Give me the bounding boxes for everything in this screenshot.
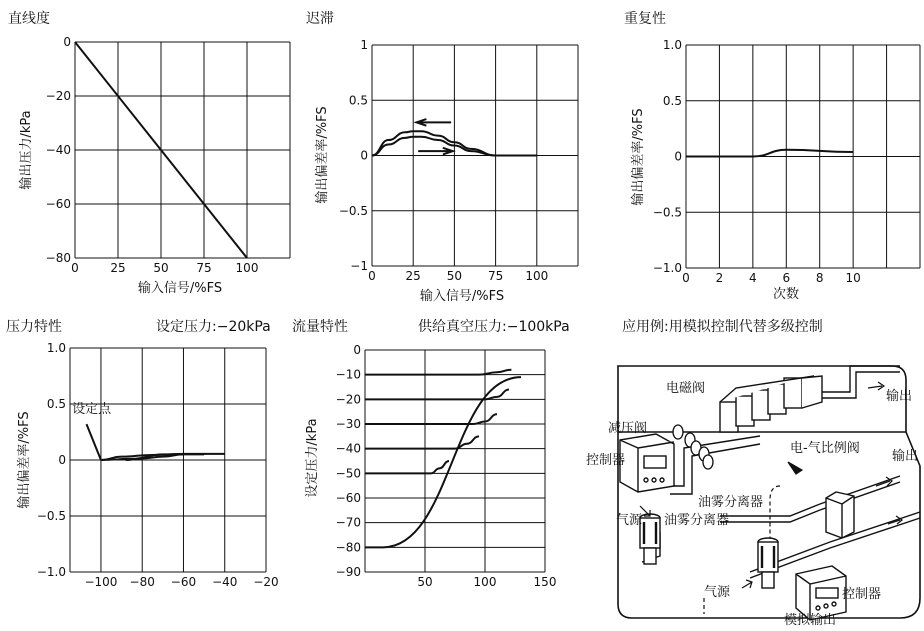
pressure-y-tick-label: 0.5 — [46, 397, 66, 411]
repeatability-y-tick-label: −1.0 — [652, 261, 682, 275]
flow-y-tick-label: −10 — [335, 367, 361, 382]
linearity-plot — [18, 35, 290, 296]
hysteresis-y-tick-label: 0 — [360, 148, 368, 163]
repeatability-x-tick-label: 6 — [782, 271, 791, 285]
hysteresis-x-tick-label: 25 — [405, 269, 421, 283]
pressure-x-tick-label: −80 — [129, 575, 155, 589]
label-ep-valve: 电-气比例阀 — [790, 441, 860, 456]
label-air-source-1: 气源 — [616, 513, 643, 528]
pressure-y-tick-label: −0.5 — [36, 509, 66, 523]
pressure-x-tick-label: −100 — [84, 575, 118, 589]
repeatability-y-tick-label: 0 — [674, 149, 682, 164]
chart-title-repeatability: 重复性 — [624, 11, 666, 27]
label-solenoid: 电磁阀 — [666, 381, 706, 396]
repeatability-series-line — [686, 150, 853, 157]
application-diagram — [586, 336, 924, 631]
chart-title-linearity: 直线度 — [8, 11, 50, 27]
hysteresis-y-tick-label: −0.5 — [338, 203, 368, 218]
repeatability-y-tick-label: 1.0 — [662, 38, 682, 52]
repeatability-y-axis-label: 输出偏差率/%FS — [631, 108, 646, 206]
pressure-x-tick-label: −20 — [253, 575, 279, 589]
hysteresis-y-axis-label: 输出偏差率/%FS — [315, 106, 330, 204]
repeatability-x-tick-label: 2 — [715, 271, 724, 285]
linearity-x-tick-label: 50 — [153, 261, 169, 275]
pressure-x-tick-label: −60 — [170, 575, 197, 589]
label-controller-2: 控制器 — [842, 587, 882, 602]
label-reducer: 减压阀 — [608, 421, 648, 436]
setpoint-pointer — [87, 424, 101, 460]
pressure-y-tick-label: 1.0 — [46, 341, 66, 355]
hysteresis-arrow-right — [418, 148, 453, 155]
hysteresis-x-axis-label: 输入信号/%FS — [419, 289, 505, 304]
flow-y-tick-label: 0 — [353, 343, 361, 357]
repeatability-x-tick-label: 0 — [682, 271, 690, 285]
flow-y-tick-label: −60 — [335, 491, 361, 505]
repeatability-x-tick-label: 10 — [845, 271, 861, 285]
label-oil-mist-2: 油雾分离器 — [664, 513, 730, 528]
linearity-x-tick-label: 75 — [196, 261, 212, 275]
linearity-x-tick-label: 25 — [110, 261, 126, 275]
repeatability-x-tick-label: 8 — [815, 271, 824, 285]
flow-series-line — [365, 461, 449, 473]
linearity-x-tick-label: 0 — [71, 261, 79, 275]
label-analog-output: 模拟输出 — [784, 613, 837, 628]
hysteresis-x-tick-label: 100 — [525, 269, 549, 283]
flow-series-line — [365, 377, 521, 547]
hysteresis-x-tick-label: 75 — [487, 269, 504, 283]
flow-series-line — [365, 370, 511, 375]
linearity-y-tick-label: −80 — [45, 251, 71, 265]
hysteresis-x-tick-label: 50 — [446, 269, 463, 283]
label-oil-mist-1: 油雾分离器 — [698, 495, 764, 510]
flow-y-tick-label: −40 — [335, 441, 361, 456]
flow-y-tick-label: −90 — [335, 565, 361, 579]
linearity-x-axis-label: 输入信号/%FS — [137, 281, 223, 296]
hysteresis-y-tick-label: −1 — [350, 259, 368, 273]
repeatability-plot — [630, 38, 920, 302]
flow-y-tick-label: −50 — [335, 466, 361, 481]
hysteresis-x-tick-label: 0 — [368, 269, 376, 283]
linearity-y-tick-label: 0 — [63, 35, 71, 49]
diagram-title: 应用例:用模拟控制代替多级控制 — [622, 319, 823, 335]
linearity-y-axis-label: 输出压力/kPa — [19, 110, 34, 190]
flow-y-tick-label: −70 — [335, 515, 361, 530]
label-controller-1: 控制器 — [586, 453, 626, 468]
label-air-source-2: 气源 — [704, 585, 731, 600]
hysteresis-arrow-left — [416, 119, 451, 126]
linearity-x-tick-label: 100 — [235, 261, 259, 275]
pressure-x-tick-label: −40 — [212, 575, 238, 589]
flow-y-tick-label: −20 — [335, 392, 361, 407]
chart-title-hysteresis: 迟滞 — [306, 11, 334, 27]
pressure-y-tick-label: −1.0 — [36, 565, 66, 579]
label-output-2: 输出 — [892, 449, 919, 464]
flow-series-line — [365, 414, 497, 424]
chart-title-pressure: 压力特性 — [6, 319, 62, 335]
flow-y-tick-label: −80 — [335, 540, 361, 555]
controller-box-2 — [796, 566, 846, 620]
linearity-y-tick-label: −20 — [45, 89, 71, 103]
hysteresis-plot — [314, 38, 578, 304]
setpoint-annotation: 设定点 — [72, 401, 112, 417]
mist-separator-2 — [758, 538, 778, 588]
pressure-y-axis-label: 输出偏差率/%FS — [17, 411, 32, 509]
flow-x-tick-label: 100 — [473, 575, 497, 589]
solenoid-valve-bank — [720, 376, 822, 432]
hysteresis-y-tick-label: 0.5 — [348, 93, 368, 108]
pressure-y-tick-label: 0 — [58, 453, 66, 467]
repeatability-y-tick-label: 0.5 — [662, 93, 682, 108]
hysteresis-y-tick-label: 1 — [360, 38, 368, 52]
flow-x-tick-label: 50 — [417, 575, 433, 589]
linearity-y-tick-label: −60 — [45, 197, 71, 211]
chart-title-flow: 流量特性 — [292, 319, 348, 335]
repeatability-x-axis-label: 次数 — [772, 287, 800, 302]
repeatability-x-tick-label: 4 — [749, 271, 757, 285]
chart-subtitle-flow: 供给真空压力:−100kPa — [418, 319, 570, 335]
linearity-y-tick-label: −40 — [45, 143, 71, 157]
flow-plot — [304, 343, 556, 589]
ep-valve — [826, 492, 854, 538]
chart-subtitle-pressure: 设定压力:−20kPa — [156, 319, 271, 335]
repeatability-y-tick-label: −0.5 — [652, 205, 682, 220]
flow-x-tick-label: 150 — [533, 575, 557, 589]
controller-box-1 — [620, 434, 674, 492]
label-output-1: 输出 — [886, 389, 913, 404]
flow-y-axis-label: 设定压力/kPa — [305, 418, 320, 498]
pressure-plot — [16, 341, 279, 589]
flow-y-tick-label: −30 — [335, 417, 361, 431]
